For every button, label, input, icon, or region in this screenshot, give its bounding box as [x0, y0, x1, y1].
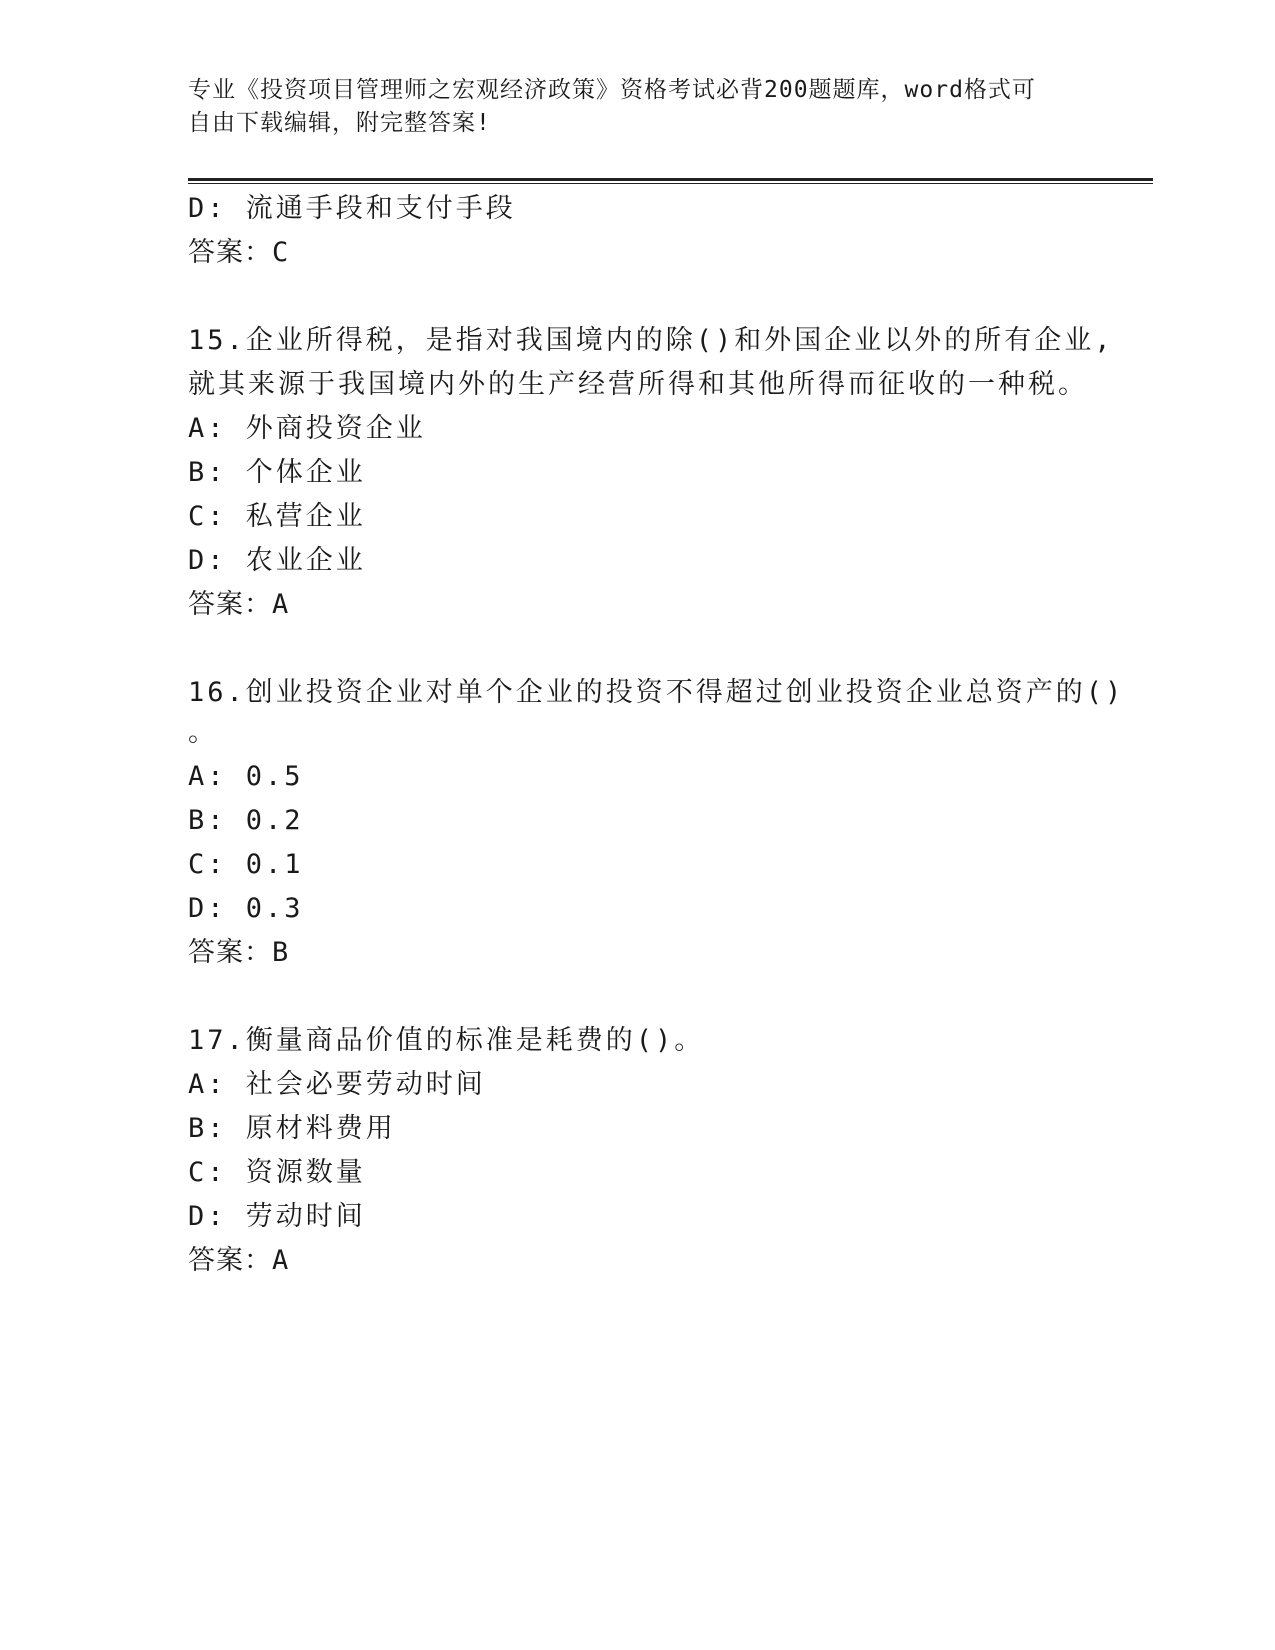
question-16-option-c: C: 0.1 [188, 849, 304, 880]
answer: 答案：C [188, 237, 290, 268]
option-d: D: 流通手段和支付手段 [188, 193, 516, 224]
question-15-option-c: C: 私营企业 [188, 501, 366, 532]
question-16-option-d: D: 0.3 [188, 893, 304, 924]
header-line-1: 专业《投资项目管理师之宏观经济政策》资格考试必背200题题库，word格式可 [188, 77, 1036, 103]
question-17-stem-line-1: 17.衡量商品价值的标准是耗费的()。 [188, 1025, 705, 1056]
question-16-stem-line-2: 。 [188, 717, 218, 748]
question-15-stem-line-2: 就其来源于我国境内外的生产经营所得和其他所得而征收的一种税。 [188, 369, 1088, 400]
question-16-answer: 答案：B [188, 937, 290, 968]
question-17-answer: 答案：A [188, 1245, 290, 1276]
document-header [188, 74, 1068, 140]
question-17-option-a: A: 社会必要劳动时间 [188, 1069, 486, 1100]
question-17-option-d: D: 劳动时间 [188, 1201, 366, 1232]
question-16-stem-line-1: 16.创业投资企业对单个企业的投资不得超过创业投资企业总资产的() [188, 677, 1125, 708]
header-rule-thick [188, 178, 1153, 181]
question-15-option-a: A: 外商投资企业 [188, 413, 426, 444]
question-15-stem-line-1: 15.企业所得税，是指对我国境内的除()和外国企业以外的所有企业, [188, 325, 1114, 356]
question-17-option-c: C: 资源数量 [188, 1157, 366, 1188]
question-15-option-b: B: 个体企业 [188, 457, 366, 488]
question-16-option-b: B: 0.2 [188, 805, 304, 836]
question-16-option-a: A: 0.5 [188, 761, 304, 792]
header-rule-thin [188, 183, 1153, 184]
question-15-answer: 答案：A [188, 589, 290, 620]
header-line-2: 自由下载编辑，附完整答案! [188, 110, 491, 136]
question-15-option-d: D: 农业企业 [188, 545, 366, 576]
question-17-option-b: B: 原材料费用 [188, 1113, 396, 1144]
